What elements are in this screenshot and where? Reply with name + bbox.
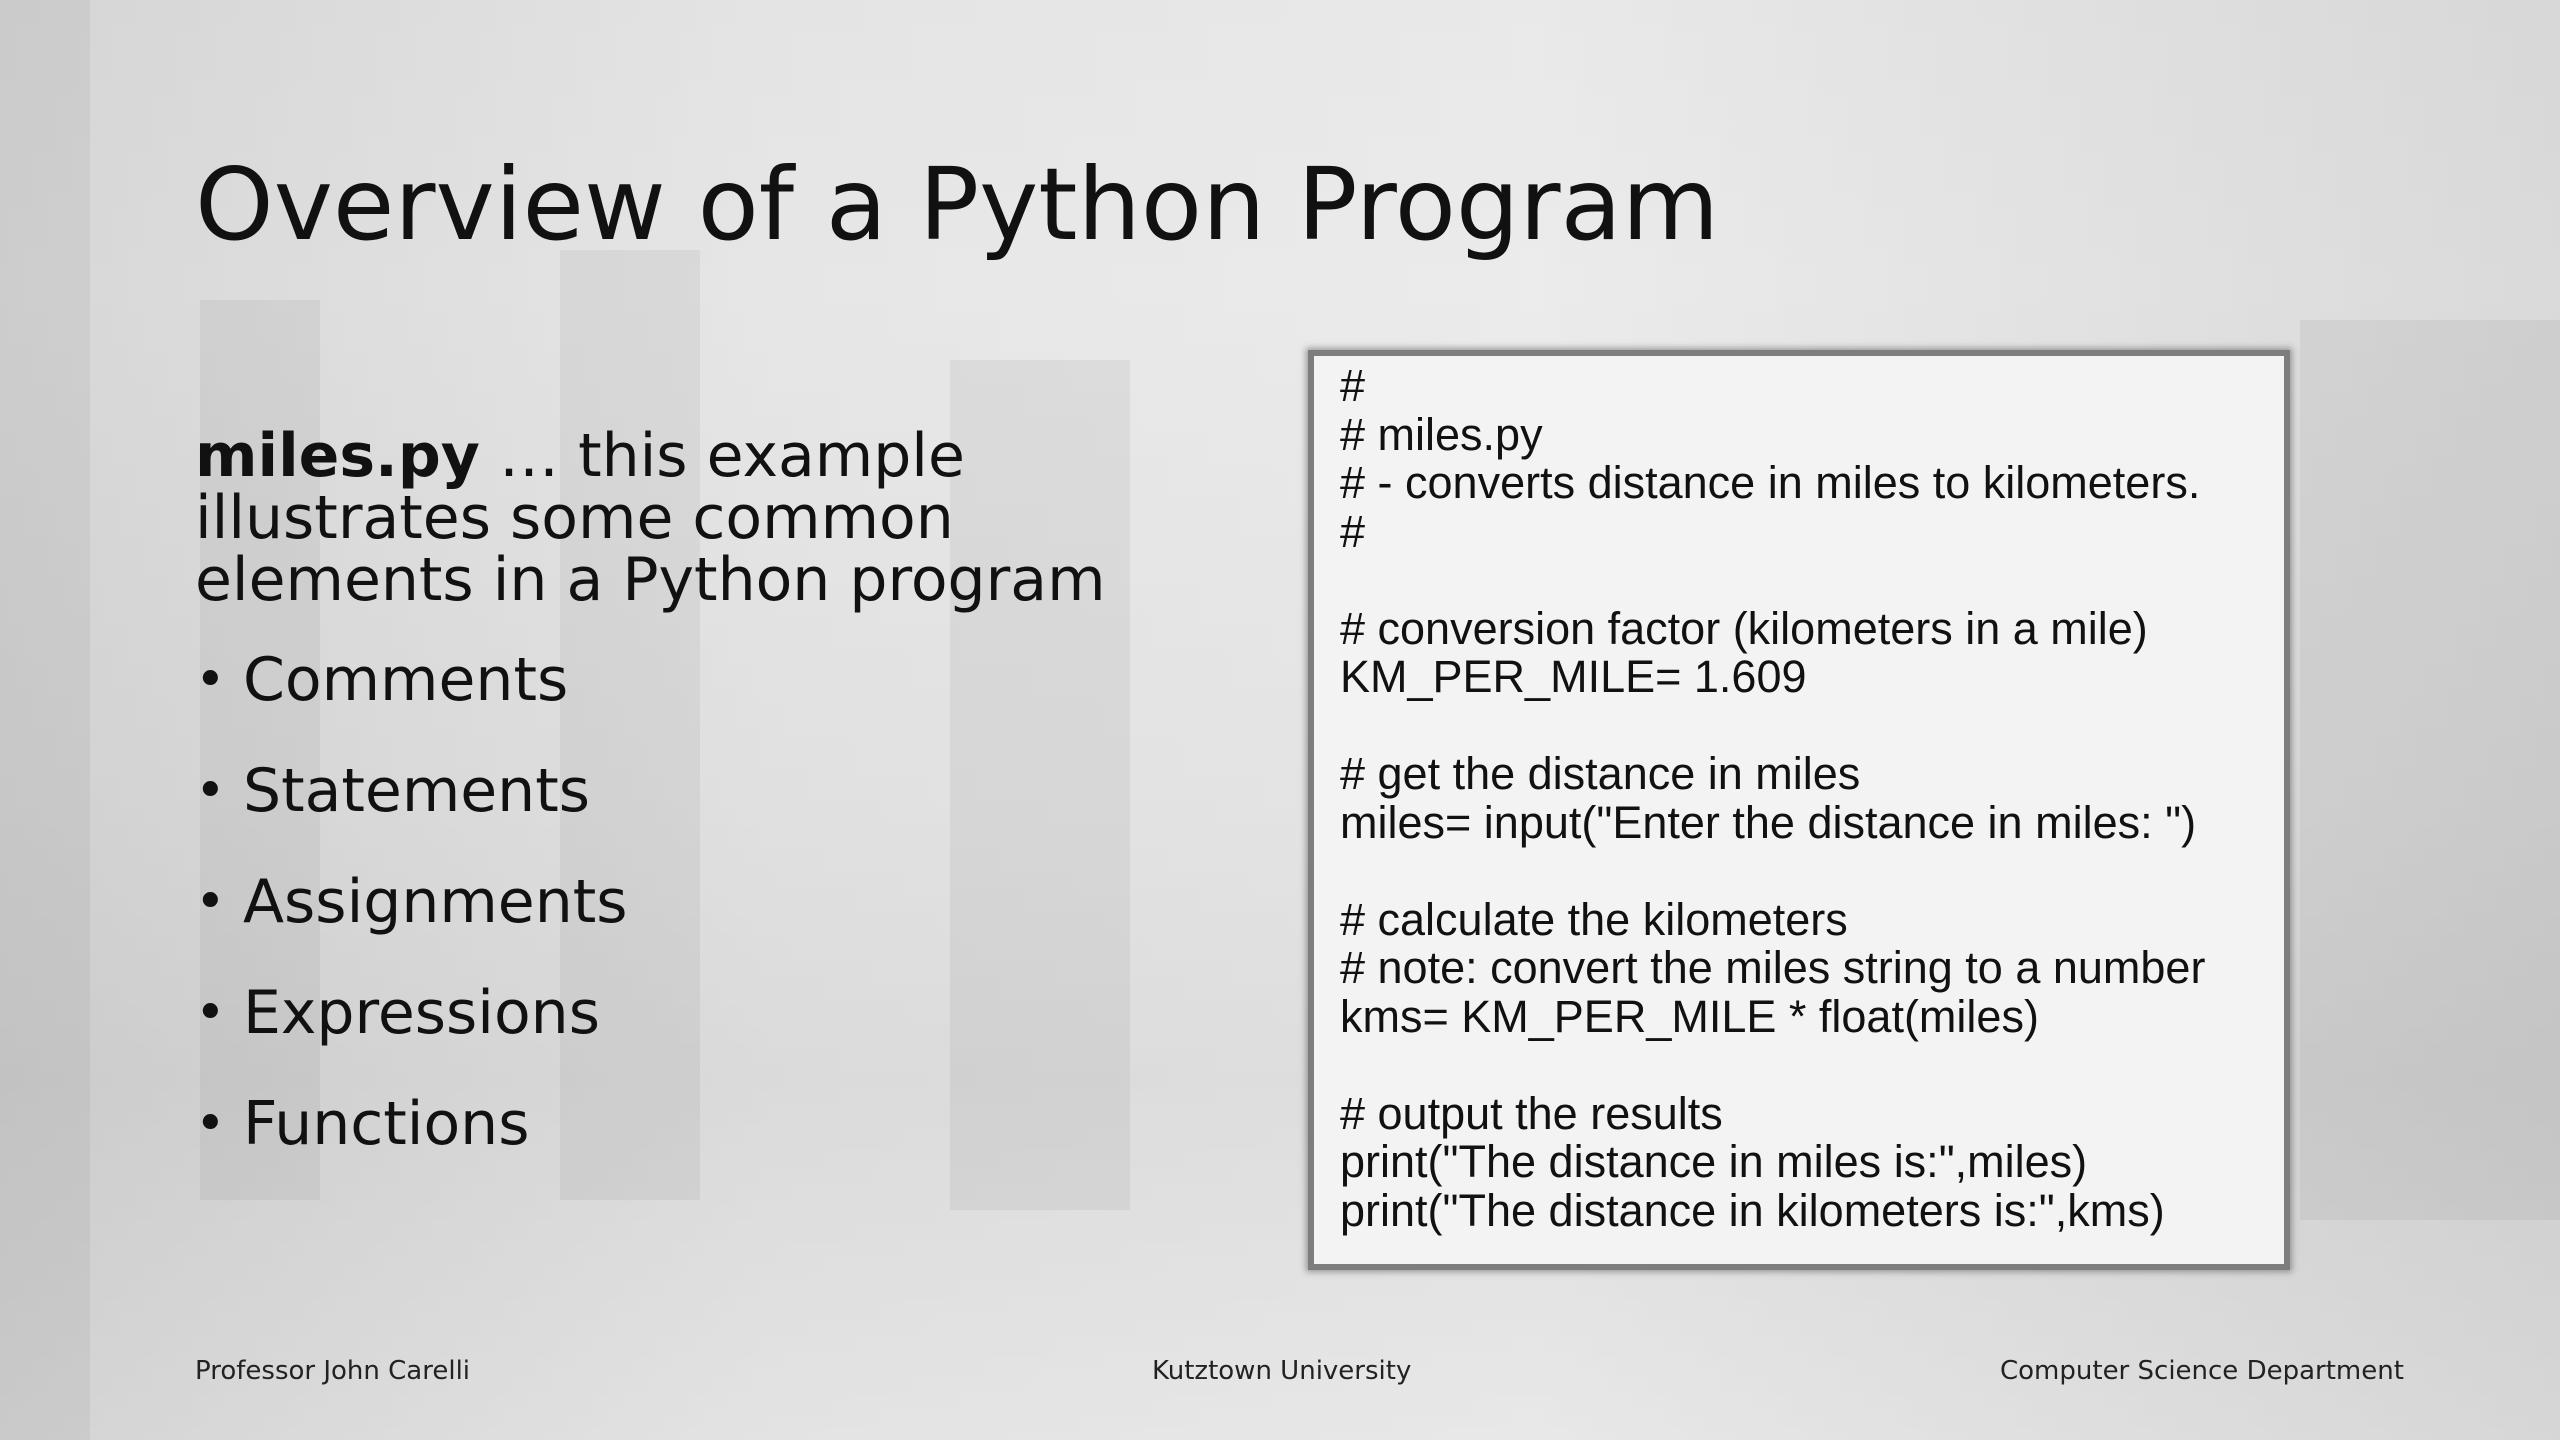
code-line [1340, 847, 2284, 896]
bullet-dot-icon: • [195, 761, 226, 821]
code-box [1308, 350, 2290, 1270]
code-line: print("The distance in kilometers is:",kms) [1340, 1184, 2165, 1236]
code-line [1340, 556, 2284, 605]
code-line: # conversion factor (kilometers in a mile) [1340, 602, 2148, 654]
intro-filename: miles.py [195, 421, 480, 491]
bullet-item [195, 867, 628, 978]
bullet-dot-icon: • [195, 872, 226, 932]
code-line: KM_PER_MILE= 1.609 [1340, 651, 1807, 702]
code-line: # output the results [1340, 1087, 1723, 1139]
bullet-item [195, 978, 628, 1089]
bullet-label: Comments [243, 645, 569, 715]
bullet-dot-icon: • [195, 650, 226, 710]
bullet-item [195, 645, 628, 756]
bullet-label: Statements [243, 756, 590, 826]
intro-paragraph [195, 421, 1245, 615]
bullet-item [195, 1089, 628, 1200]
footer-department: Computer Science Department [2000, 1356, 2404, 1386]
code-line: # calculate the kilometers [1340, 893, 1848, 945]
bullet-item [195, 756, 628, 867]
code-line: # [1340, 505, 1366, 557]
bullet-label: Expressions [243, 978, 600, 1048]
code-line: # note: convert the miles string to a number [1340, 942, 2206, 993]
code-line [1340, 702, 2284, 751]
bullet-dot-icon: • [195, 1094, 226, 1154]
bullet-dot-icon: • [195, 983, 226, 1043]
footer-presenter: Professor John Carelli [195, 1356, 471, 1386]
code-line: # get the distance in miles [1340, 748, 1861, 799]
code-line: print("The distance in miles is:",miles) [1340, 1136, 2088, 1187]
code-line: kms= KM_PER_MILE * float(miles) [1340, 990, 2039, 1042]
background-building-shape [0, 0, 90, 1440]
bullet-label: Assignments [243, 867, 628, 937]
code-line: # - converts distance in miles to kilometers. [1340, 457, 2201, 508]
code-line: # miles.py [1340, 408, 1543, 460]
code-line [1340, 1041, 2284, 1090]
bullet-list [195, 645, 628, 1200]
slide-title: Overview of a Python Program [195, 146, 1720, 263]
intro-text: … this example illustrates some common elements in a Python program [195, 421, 1106, 615]
footer-university: Kutztown University [1152, 1356, 1412, 1386]
code-line: # [1340, 360, 1366, 411]
bullet-label: Functions [243, 1089, 530, 1159]
background-building-shape [2300, 320, 2560, 1220]
code-line: miles= input("Enter the distance in miles: ") [1340, 796, 2197, 848]
